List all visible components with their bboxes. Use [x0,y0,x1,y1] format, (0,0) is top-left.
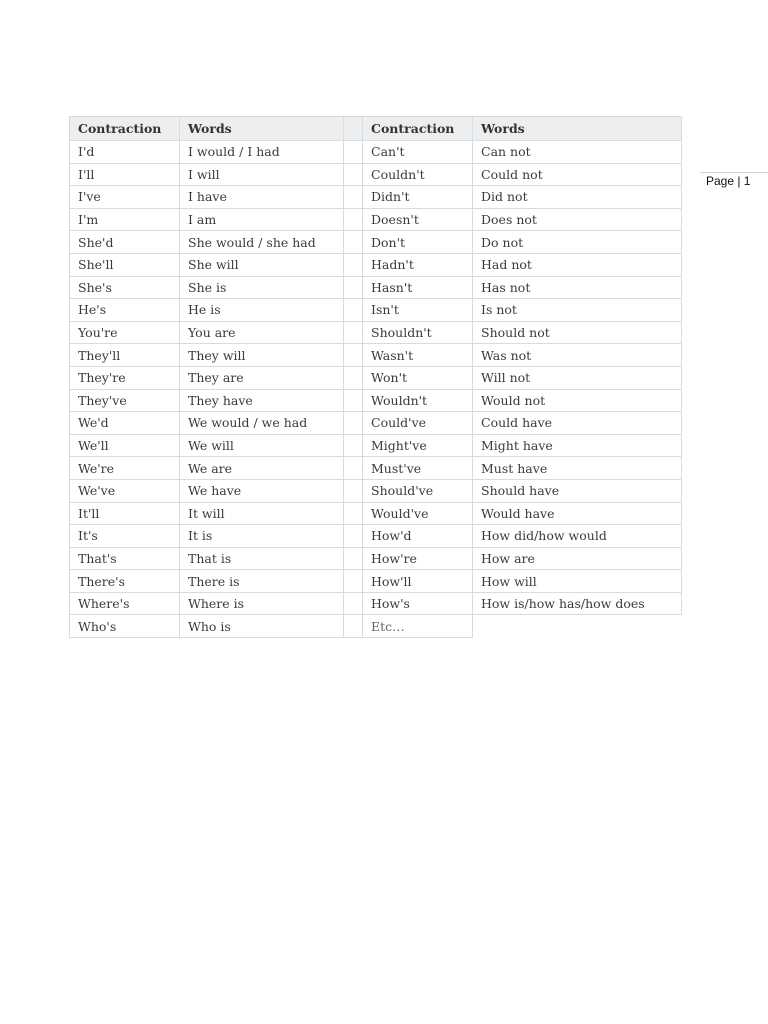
left-contraction-cell: She'd [70,231,180,254]
gap-cell [344,615,363,638]
gap-cell [344,208,363,231]
right-contraction-cell: Shouldn't [363,321,473,344]
right-contraction-cell: How're [363,547,473,570]
right-words-cell: How did/how would [473,525,682,548]
right-contraction-cell: Can't [363,141,473,164]
right-words-cell: Must have [473,457,682,480]
left-words-cell: Who is [180,615,344,638]
table-body [70,141,682,638]
left-contraction-cell: It'll [70,502,180,525]
left-contraction-cell: Who's [70,615,180,638]
right-words-cell: Should have [473,479,682,502]
right-words-cell: Can not [473,141,682,164]
table-row [70,231,682,254]
gap-cell [344,502,363,525]
right-words-cell: Do not [473,231,682,254]
right-words-cell: Had not [473,253,682,276]
left-words-cell: She would / she had [180,231,344,254]
left-contraction-cell: She's [70,276,180,299]
gap-cell [344,366,363,389]
left-words-cell: It is [180,525,344,548]
gap-cell [344,253,363,276]
left-words-cell: It will [180,502,344,525]
right-words-cell: Was not [473,344,682,367]
right-contraction-cell: Would've [363,502,473,525]
right-contraction-cell: Isn't [363,299,473,322]
left-words-cell: I will [180,163,344,186]
left-contraction-cell: Where's [70,592,180,615]
left-words-cell: I would / I had [180,141,344,164]
table-row [70,412,682,435]
left-words-cell: I have [180,186,344,209]
right-words-cell: How are [473,547,682,570]
table-row [70,502,682,525]
table-row [70,299,682,322]
left-contraction-cell: We've [70,479,180,502]
right-words-cell: Is not [473,299,682,322]
gap-cell [344,525,363,548]
left-words-cell: We have [180,479,344,502]
right-words-cell: How is/how has/how does [473,592,682,615]
table-row [70,186,682,209]
left-words-cell: She is [180,276,344,299]
table-row [70,547,682,570]
right-words-cell: Does not [473,208,682,231]
table-row [70,525,682,548]
gap-cell [344,299,363,322]
right-contraction-cell: Hasn't [363,276,473,299]
table-row [70,321,682,344]
right-words-cell: Might have [473,434,682,457]
right-words-cell: Would not [473,389,682,412]
page-number-rule [700,172,768,173]
right-words-cell: Would have [473,502,682,525]
table-row [70,344,682,367]
right-words-cell: Could not [473,163,682,186]
gap-cell [344,457,363,480]
right-contraction-cell: Might've [363,434,473,457]
gap-cell [344,231,363,254]
right-contraction-cell: Must've [363,457,473,480]
left-words-cell: We would / we had [180,412,344,435]
right-contraction-cell: Etc… [363,615,473,638]
left-words-cell: There is [180,570,344,593]
right-contraction-cell: How's [363,592,473,615]
left-contraction-cell: She'll [70,253,180,276]
left-words-cell: They will [180,344,344,367]
gap-cell [344,276,363,299]
left-words-cell: That is [180,547,344,570]
header-gap [344,117,363,141]
table-row [70,253,682,276]
left-contraction-cell: You're [70,321,180,344]
right-contraction-cell: Doesn't [363,208,473,231]
left-words-cell: Where is [180,592,344,615]
right-words-cell: Did not [473,186,682,209]
table-row [70,276,682,299]
left-contraction-cell: They'll [70,344,180,367]
right-words-cell: Has not [473,276,682,299]
right-contraction-cell: Don't [363,231,473,254]
right-contraction-cell: Wasn't [363,344,473,367]
left-contraction-cell: We're [70,457,180,480]
left-contraction-cell: We'll [70,434,180,457]
right-words-cell: Should not [473,321,682,344]
left-words-cell: They are [180,366,344,389]
left-contraction-cell: He's [70,299,180,322]
left-contraction-cell: We'd [70,412,180,435]
left-words-cell: I am [180,208,344,231]
left-words-cell: You are [180,321,344,344]
gap-cell [344,321,363,344]
left-words-cell: They have [180,389,344,412]
table-row [70,434,682,457]
table-row [70,208,682,231]
table-row [70,389,682,412]
right-words-cell: Will not [473,366,682,389]
table-row [70,163,682,186]
gap-cell [344,570,363,593]
table-row [70,457,682,480]
right-words-cell: How will [473,570,682,593]
table-row [70,592,682,615]
contractions-table [69,116,682,638]
gap-cell [344,186,363,209]
table-row [70,366,682,389]
gap-cell [344,344,363,367]
right-words-cell [473,615,682,638]
right-contraction-cell: How'll [363,570,473,593]
right-contraction-cell: Wouldn't [363,389,473,412]
left-contraction-cell: That's [70,547,180,570]
page-number: Page | 1 [706,174,751,188]
gap-cell [344,547,363,570]
right-words-cell: Could have [473,412,682,435]
right-contraction-cell: Hadn't [363,253,473,276]
gap-cell [344,412,363,435]
left-contraction-cell: They've [70,389,180,412]
header-right-words: Words [473,117,682,141]
header-left-words: Words [180,117,344,141]
right-contraction-cell: Couldn't [363,163,473,186]
table-row [70,615,682,638]
gap-cell [344,163,363,186]
gap-cell [344,592,363,615]
header-right-contraction: Contraction [363,117,473,141]
right-contraction-cell: Could've [363,412,473,435]
left-contraction-cell: I'll [70,163,180,186]
gap-cell [344,141,363,164]
table-row [70,141,682,164]
header-left-contraction: Contraction [70,117,180,141]
left-contraction-cell: I've [70,186,180,209]
left-words-cell: We are [180,457,344,480]
left-contraction-cell: I'm [70,208,180,231]
right-contraction-cell: Didn't [363,186,473,209]
left-words-cell: She will [180,253,344,276]
gap-cell [344,479,363,502]
right-contraction-cell: How'd [363,525,473,548]
gap-cell [344,389,363,412]
left-contraction-cell: I'd [70,141,180,164]
table-row [70,570,682,593]
right-contraction-cell: Won't [363,366,473,389]
left-contraction-cell: It's [70,525,180,548]
left-words-cell: We will [180,434,344,457]
left-contraction-cell: There's [70,570,180,593]
right-contraction-cell: Should've [363,479,473,502]
table-header-row [70,117,682,141]
table-row [70,479,682,502]
left-contraction-cell: They're [70,366,180,389]
gap-cell [344,434,363,457]
left-words-cell: He is [180,299,344,322]
